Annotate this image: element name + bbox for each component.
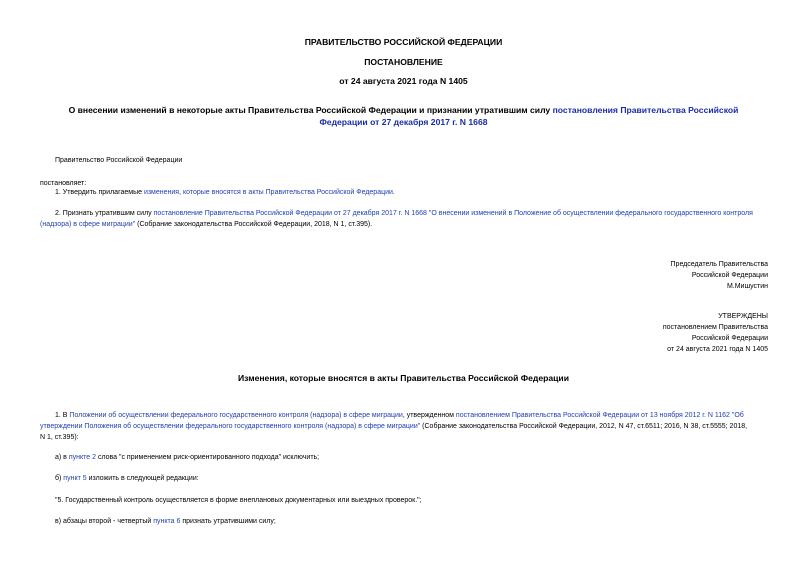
item-2-link-part2[interactable]: (надзора) в сфере миграции" xyxy=(40,221,136,228)
p1-suffix: (Собрание законодательства Российской Федерации, 2012, N 47, ст.6511; 2016, N 38, ст.5555; 2018, xyxy=(420,423,748,430)
item-b-suffix: изложить в следующей редакции: xyxy=(86,475,199,482)
item-2-suffix: (Собрание законодательства Российской Федерации, 2018, N 1, ст.395). xyxy=(135,221,373,228)
p1-mid: , утвержденном xyxy=(402,412,456,419)
p1-link-regulation[interactable]: Положении об осуществлении федерального государственного контроля (надзора) в сфере миграции xyxy=(69,412,403,419)
p1-suffix-cont: N 1, ст.395): xyxy=(40,434,79,441)
approved-block xyxy=(663,311,768,355)
item-1-prefix: 1. Утвердить прилагаемые xyxy=(55,189,144,196)
item-a xyxy=(55,452,319,463)
government-heading: ПРАВИТЕЛЬСТВО РОССИЙСКОЙ ФЕДЕРАЦИИ xyxy=(304,37,503,47)
item-1-suffix: . xyxy=(392,189,395,196)
item-a-link[interactable]: пункте 2 xyxy=(68,454,96,461)
signature-country: Российской Федерации xyxy=(691,272,768,279)
item-a-prefix: а) в xyxy=(55,454,69,461)
approved-by: постановлением Правительства xyxy=(662,324,768,331)
item-1-link[interactable]: изменения, которые вносятся в акты Правительства Российской Федерации xyxy=(143,189,393,196)
approved-label: УТВЕРЖДЕНЫ xyxy=(718,313,768,320)
signature-block xyxy=(671,259,768,292)
signature-name: М.Мишустин xyxy=(726,283,768,290)
item-b xyxy=(55,473,199,484)
p1-prefix: 1. В xyxy=(55,412,70,419)
item-1 xyxy=(55,187,395,198)
p1-link-decree[interactable]: постановлением Правительства Российской Федерации от 13 ноября 2012 г. N 1162 "Об xyxy=(455,412,744,419)
p1-link-decree-cont[interactable]: утверждении Положения об осуществлении федерального государственного контроля (надзора) в сфере миграции" xyxy=(40,423,421,430)
item-a-suffix: слова "с применением риск-ориентированного подхода" исключить; xyxy=(96,454,320,461)
item-c-suffix: признать утратившими силу; xyxy=(180,518,276,525)
title-link-part1[interactable]: постановления Правительства Российской xyxy=(552,105,739,115)
item-b-quote: "5. Государственный контроль осуществляется в форме внеплановых документарных или выездных проверок."; xyxy=(55,497,422,504)
issuer-text: Правительство Российской Федерации xyxy=(55,157,183,164)
title-text: О внесении изменений в некоторые акты Правительства Российской Федерации и признании утратившим силу xyxy=(68,105,553,115)
changes-heading: Изменения, которые вносятся в акты Правительства Российской Федерации xyxy=(237,373,569,383)
item-c-prefix: в) абзацы второй - четвертый xyxy=(55,518,154,525)
document-type: ПОСТАНОВЛЕНИЕ xyxy=(364,57,443,67)
approved-date: от 24 августа 2021 года N 1405 xyxy=(667,346,768,353)
decides-text: постановляет: xyxy=(40,180,87,187)
item-b-prefix: б) xyxy=(55,475,64,482)
item-2-prefix: 2. Признать утратившим силу xyxy=(55,210,154,217)
approved-country: Российской Федерации xyxy=(691,335,768,342)
item-b-link[interactable]: пункт 5 xyxy=(63,475,87,482)
changes-paragraph-1 xyxy=(40,410,770,443)
item-c xyxy=(55,516,276,527)
title-link-part2[interactable]: Федерации от 27 декабря 2017 г. N 1668 xyxy=(319,117,488,127)
document-date-number: от 24 августа 2021 года N 1405 xyxy=(339,76,468,86)
signature-position: Председатель Правительства xyxy=(670,261,768,268)
item-2-link-part1[interactable]: постановление Правительства Российской Федерации от 27 декабря 2017 г. N 1668 "О внесении изменений в Положение об осуществлении федерального государственного контроля xyxy=(153,210,753,217)
item-c-link[interactable]: пункта 6 xyxy=(153,518,181,525)
item-2 xyxy=(40,208,770,230)
document-title xyxy=(40,104,767,128)
